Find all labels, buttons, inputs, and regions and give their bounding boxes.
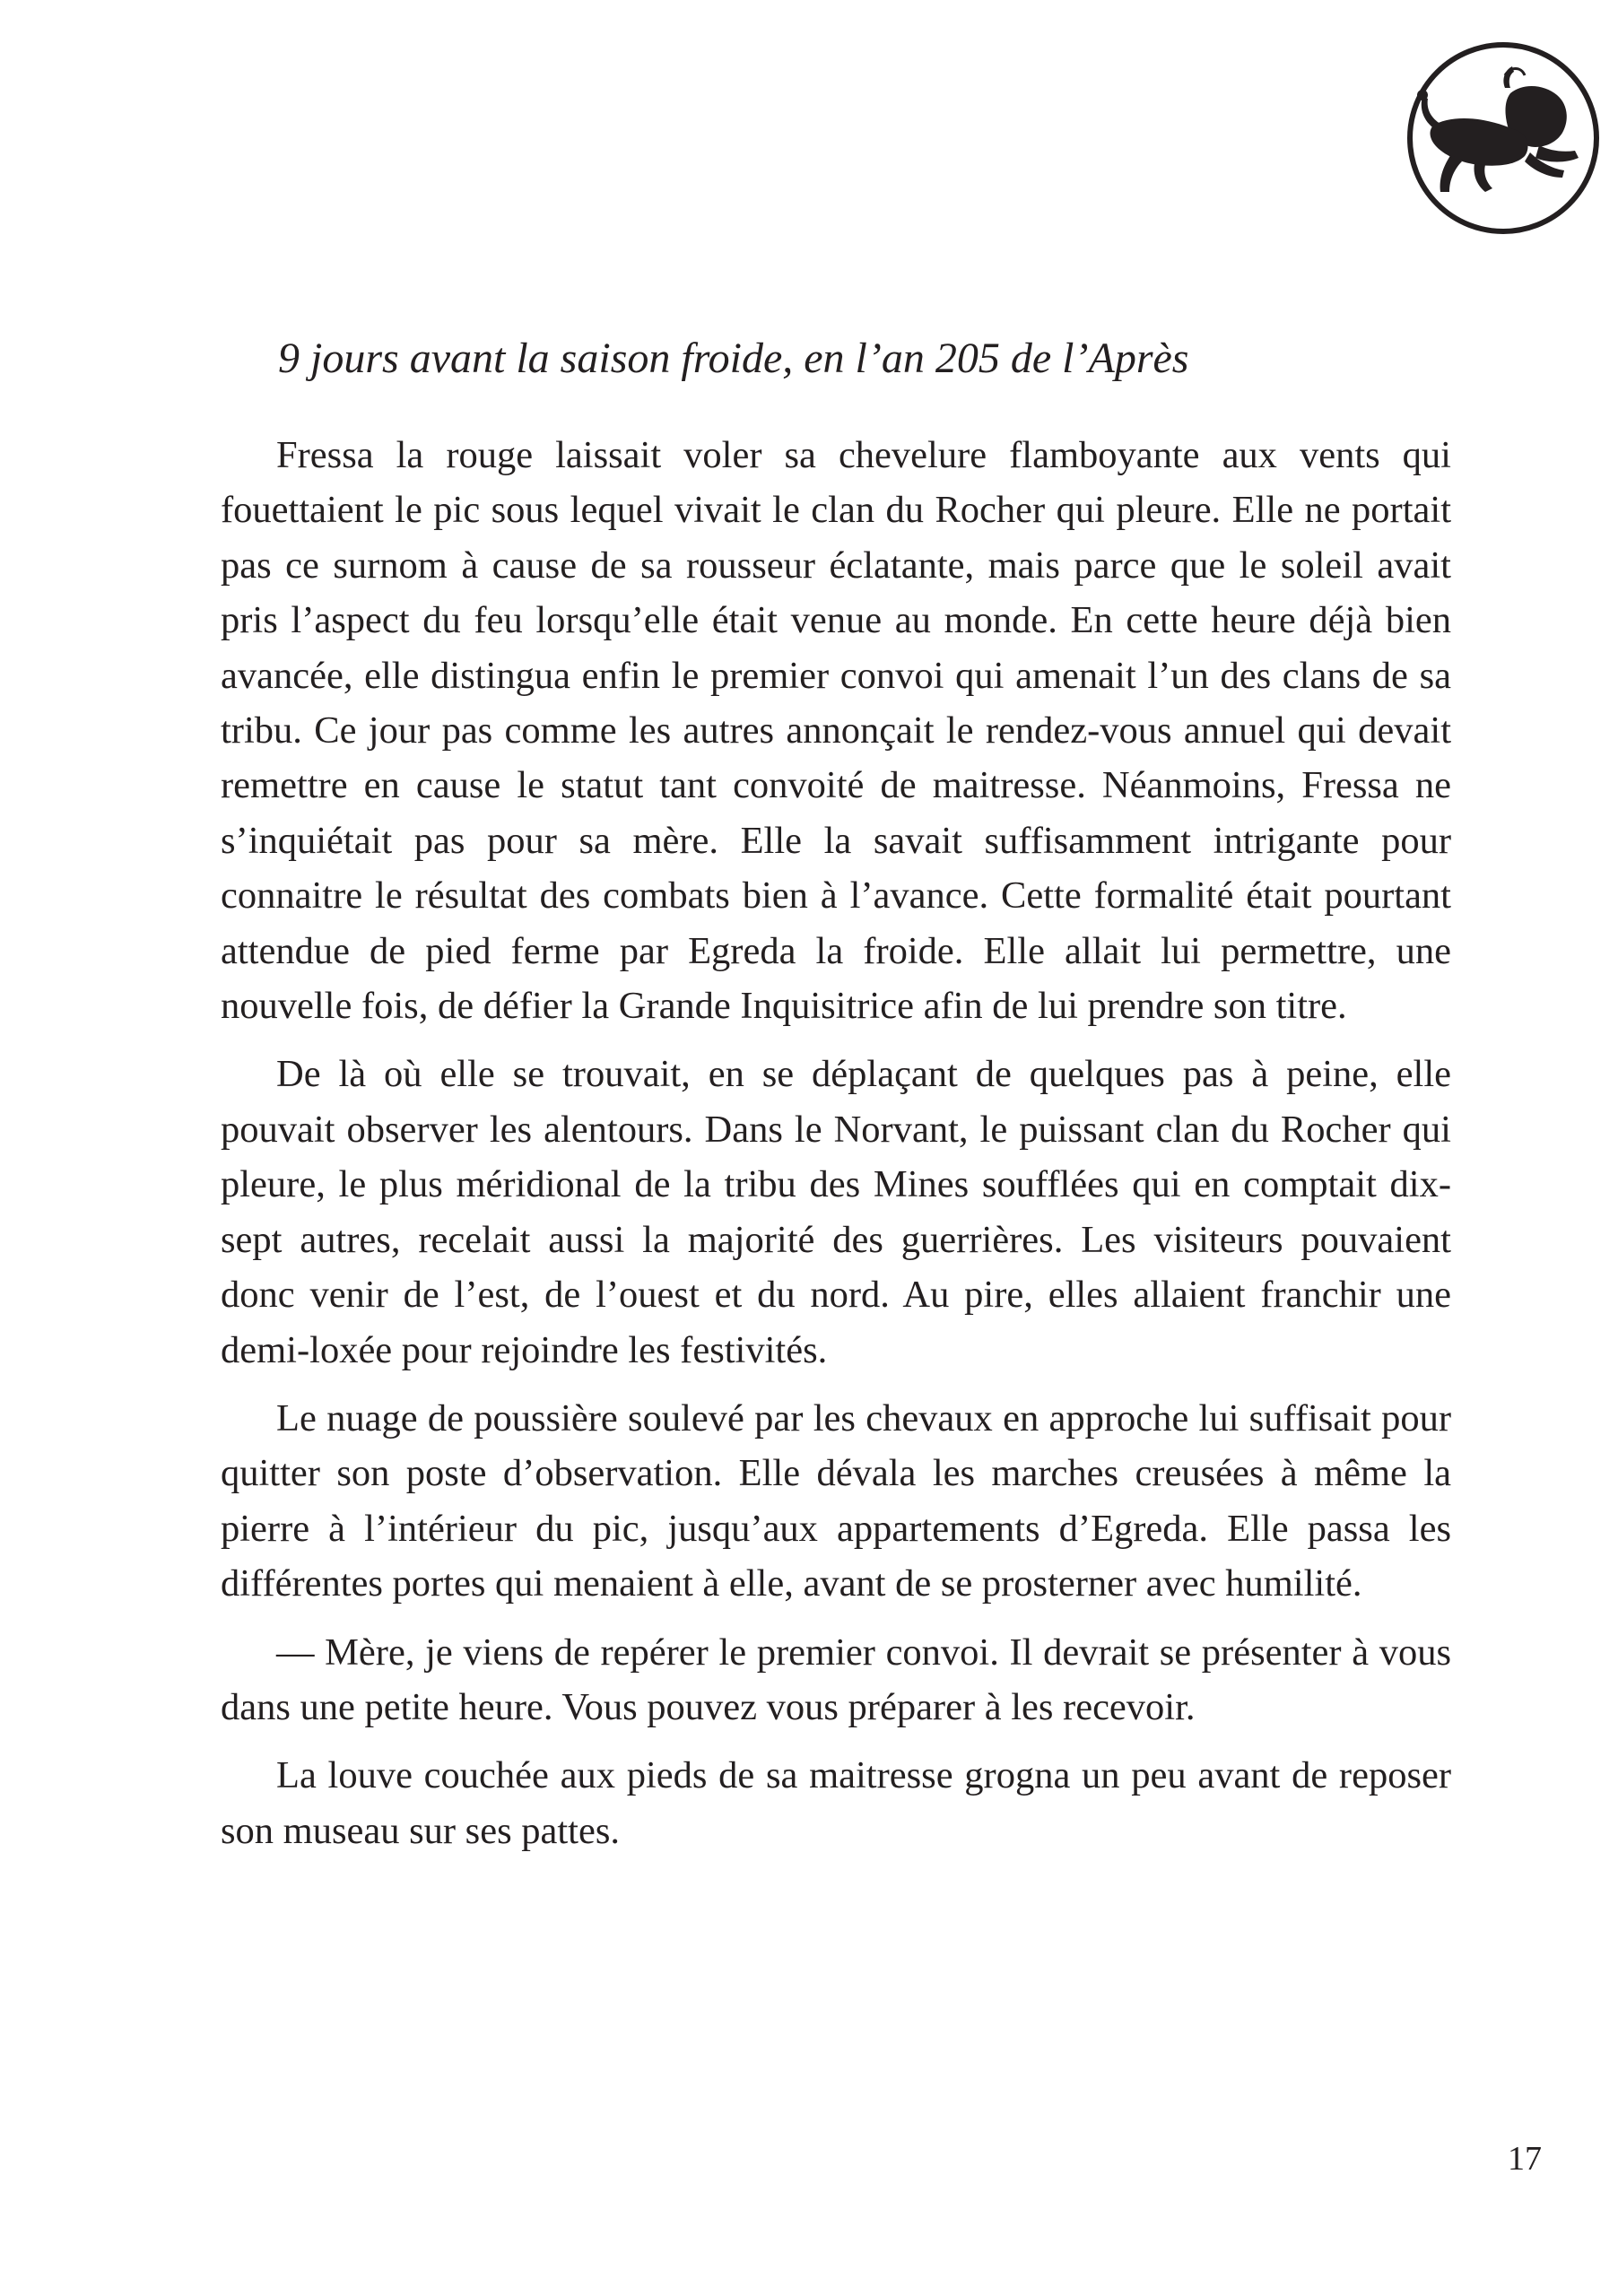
page-number: 17 [1508,2140,1542,2178]
paragraph: La louve couchée aux pieds de sa maitresse grogna un peu avant de reposer son museau sur ses pattes. [221,1754,1451,1852]
paragraph: Fressa la rouge laissait voler sa chevelure flamboyante aux vents qui fouettaient le pic sous lequel vivait le clan du Rocher qui pleure. Elle ne portait pas ce surnom à cause de sa rousseur éclatante, mais parce que le soleil avait pris l’aspect du feu lorsqu’elle était venue au monde. En cette heure déjà bien avancée, elle distingua enfin le premier convoi qui amenait l’un des clans de sa tribu. Ce jour pas comme les autres annonçait le rendez-vous annuel qui devait remettre en cause le statut tant convoité de maitresse. Néanmoins, Fressa ne s’inquiétait pas pour sa mère. Elle la savait suffisamment intrigante pour connaitre le résultat des combats bien à l’avance. Cette formalité était pourtant attendue de pied ferme par Egreda la froide. Elle allait lui permettre, une nouvelle fois, de défier la Grande Inquisitrice afin de lui prendre son titre. [221,434,1451,1028]
lion-emblem-icon-graphic [1405,39,1602,237]
paragraph: Le nuage de poussière soulevé par les chevaux en approche lui suffisait pour quitter son poste d’observation. Elle dévala les marches creusées à même la pierre à l’intérieur du pic, jusqu’aux appartements d’Egreda. Elle passa les différentes portes qui menaient à elle, avant de se prosterner avec humilité. [221,1396,1451,1605]
dialogue-paragraph: — Mère, je viens de repérer le premier convoi. Il devrait se présenter à vous dans une petite heure. Vous pouvez vous préparer à les recevoir. [221,1631,1451,1728]
paragraph: De là où elle se trouvait, en se déplaçant de quelques pas à peine, elle pouvait observer les alentours. Dans le Norvant, le puissant clan du Rocher qui pleure, le plus méridional de la tribu des Mines soufflées qui en comptait dix-sept autres, recelait aussi la majorité des guerrières. Les visiteurs pouvaient donc venir de l’est, de l’ouest et du nord. Au pire, elles allaient franchir une demi-loxée pour rejoindre les festivités. [221,1053,1451,1371]
chapter-body [221,428,1451,1872]
chapter-heading: 9 jours avant la saison froide, en l’an 205 de l’Après [278,335,1189,382]
lion-emblem-icon [1405,39,1602,237]
